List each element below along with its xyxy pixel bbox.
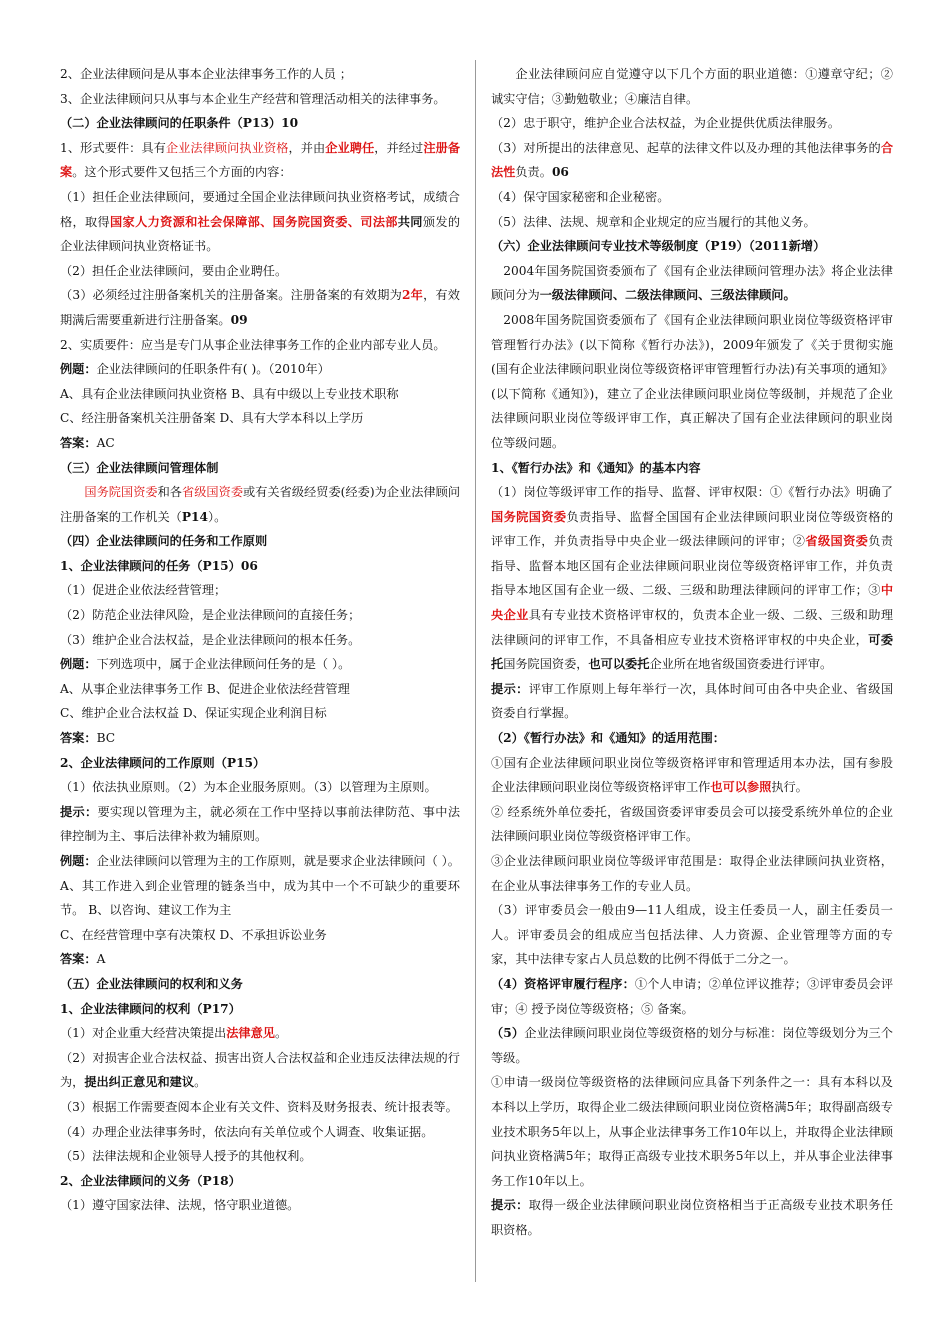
left-paragraph	[60, 874, 460, 923]
text-run: A	[96, 952, 106, 967]
text-run: ，有效期满后需要重新进行注册备案。	[60, 288, 460, 327]
left-paragraph	[60, 1046, 460, 1095]
text-run: 提示：	[491, 681, 529, 696]
text-run: （3）维护企业合法权益，是企业法律顾问的根本任务。	[60, 632, 361, 647]
text-run: 1、《暂行办法》和《通知》的基本内容	[491, 460, 701, 475]
text-run: 2、企业法律顾问是从事本企业法律事务工作的人员 ；	[60, 67, 352, 81]
right-paragraph	[491, 185, 893, 210]
left-paragraph	[60, 406, 460, 431]
left-paragraph	[60, 800, 460, 849]
text-run: （5）	[491, 1026, 525, 1041]
left-paragraph	[60, 775, 460, 800]
text-run: 企业法律顾问以管理为主的工作原则，就是要求企业法律顾问（ ）。	[96, 854, 460, 868]
left-paragraph	[60, 333, 460, 358]
text-run: 负责。	[515, 165, 552, 180]
text-run: 1、企业法律顾问的权利（P17）	[60, 1001, 241, 1016]
text-run: （1）对企业重大经营决策提出	[60, 1026, 227, 1041]
text-run: （3）根据工作需要查阅本企业有关文件、资料及财务报表、统计报表等。	[60, 1099, 458, 1114]
left-column	[60, 62, 460, 1218]
text-run: P14	[181, 509, 208, 524]
text-run: 企业聘任	[325, 140, 375, 155]
text-run: （2）忠于职守，维护企业合法权益，为企业提供优质法律服务。	[491, 116, 841, 131]
text-run: （2）防范企业法律风险，是企业法律顾问的直接任务；	[60, 608, 361, 623]
right-paragraph	[491, 726, 893, 751]
text-run: （1）岗位等级评审工作的指导、监督、评审权限：①《暂行办法》明确了	[491, 485, 893, 500]
right-paragraph	[491, 1070, 893, 1193]
right-column	[491, 62, 893, 1243]
text-run: （3）评审委员会一般由9—11人组成，设主任委员一人，副主任委员一人。评审委员会的组成应当包括法律、人力资源、企业管理等方面的专家，其中法律专家占人员总数的比例不得低于二分之一。	[491, 903, 893, 967]
text-run: C、维护企业合法权益 D、保证实现企业利润目标	[60, 706, 327, 721]
right-paragraph	[491, 800, 893, 849]
text-run: 执行。	[771, 780, 808, 795]
text-run: 例题：	[60, 657, 97, 672]
left-paragraph	[60, 578, 460, 603]
text-run: 中央企业	[491, 583, 893, 623]
text-run: 。这个形式要件又包括三个方面的内容：	[72, 165, 292, 180]
text-run: 省级国资委	[182, 485, 244, 500]
text-run: 1、形式要件：具有	[60, 140, 166, 155]
left-paragraph	[60, 1120, 460, 1145]
left-paragraph	[60, 1095, 460, 1120]
left-paragraph	[60, 111, 460, 136]
text-run: 企业法律顾问执业资格	[165, 140, 289, 155]
right-paragraph	[491, 111, 893, 136]
text-run: （2）《暂行办法》和《通知》的适用范围：	[491, 731, 725, 746]
text-run: 2、实质要件：应当是专门从事企业法律事务工作的企业内部专业人员。	[60, 337, 446, 352]
text-run: C、在经营管理中享有决策权 D、不承担诉讼业务	[60, 927, 327, 942]
left-paragraph	[60, 259, 460, 284]
left-paragraph	[60, 136, 460, 185]
text-run: 共同	[397, 214, 423, 229]
left-paragraph	[60, 972, 460, 997]
text-run: （六）企业法律顾问专业技术等级制度（P19）（2011新增）	[491, 239, 826, 254]
left-paragraph	[60, 1193, 460, 1218]
right-paragraph	[491, 259, 893, 308]
text-run: 企业法律顾问职业岗位等级资格的划分与标准：岗位等级划分为三个等级。	[491, 1026, 893, 1065]
left-paragraph	[60, 1021, 460, 1046]
text-run: 颁发的企业法律顾问执业资格证书。	[60, 214, 461, 254]
text-run: 提出纠正意见和建议	[84, 1075, 195, 1090]
text-run: 下列选项中，属于企业法律顾问任务的是（ ）。	[96, 657, 351, 672]
text-run: 例题：	[60, 854, 97, 868]
text-run: 或有关省级经贸委(经委)为企业法律顾问注册备案的工作机关（	[60, 485, 461, 524]
right-paragraph	[491, 972, 893, 1021]
left-paragraph	[60, 751, 460, 776]
right-paragraph	[491, 136, 893, 185]
left-paragraph	[60, 456, 460, 481]
left-paragraph	[60, 628, 460, 653]
left-paragraph	[60, 283, 460, 332]
text-run: 一级法律顾问、二级法律顾问、三级法律顾问。	[539, 288, 796, 303]
text-run: ③企业法律顾问职业岗位等级评审范围是：取得企业法律顾问执业资格，在企业从事法律事务工作的专业人员。	[491, 854, 893, 893]
text-run: 2、企业法律顾问的义务（P18）	[60, 1173, 241, 1188]
text-run: （4）保守国家秘密和企业秘密。	[491, 189, 670, 204]
text-run: 2年	[402, 288, 424, 303]
text-run: （1）促进企业依法经营管理；	[60, 583, 227, 598]
text-run: 企业法律顾问应自觉遵守以下几个方面的职业道德：①遵章守纪；②诚实守信；③勤勉敬业；④廉洁自律。	[491, 67, 893, 106]
text-run: 例题：	[60, 362, 97, 377]
left-paragraph	[60, 382, 460, 407]
text-run: （4）资格评审履行程序：	[491, 976, 635, 991]
left-paragraph	[60, 849, 460, 874]
right-paragraph	[491, 234, 893, 259]
text-run: ①申请一级岗位等级资格的法律顾问应具备下列条件之一：具有本科以及本科以上学历，取得企业二级法律顾问职业岗位资格满5年；取得副高级专业技术职务5年以上，从事企业法律事务工作10年以上，并取得企业法律顾问执业资格满5年；取得正高级专业技术职务5年以上，并从事企业法律事务工作10年以上。	[491, 1075, 893, 1188]
left-paragraph	[60, 554, 460, 579]
text-run: （4）办理企业法律事务时，依法向有关单位或个人调查、收集证据。	[60, 1124, 434, 1139]
text-run: 和各	[157, 485, 183, 500]
text-run: ①个人申请；②单位评议推荐；③评审委员会评审；④ 授予岗位等级资格；⑤ 备案。	[491, 976, 894, 1016]
text-run: 1、企业法律顾问的任务（P15）06	[60, 558, 258, 573]
text-run: 2、企业法律顾问的工作原则（P15）	[60, 755, 266, 770]
text-run: 国务院国资委，	[503, 657, 589, 672]
text-run: 省级国资委	[805, 534, 869, 549]
text-run: （5）法律法规和企业领导人授予的其他权利。	[60, 1149, 312, 1164]
text-run: 。	[274, 1026, 288, 1041]
text-run: ①国有企业法律顾问职业岗位等级资格评审和管理适用本办法，国有参股企业法律顾问职业岗位等级资格评审工作	[491, 755, 893, 795]
right-paragraph	[491, 898, 893, 972]
right-paragraph	[491, 849, 893, 898]
text-run: ）。	[208, 509, 227, 524]
text-run: 提示：	[60, 804, 98, 819]
text-run: 取得一级企业法律顾问职业岗位资格相当于正高级专业技术职务任职资格。	[491, 1198, 894, 1237]
left-paragraph	[60, 603, 460, 628]
left-paragraph	[60, 529, 460, 554]
left-paragraph	[60, 947, 460, 972]
right-paragraph	[491, 456, 893, 481]
right-paragraph	[491, 62, 893, 111]
text-run: A、从事企业法律事务工作 B、促进企业依法经营管理	[60, 681, 350, 696]
text-run: A、其工作进入到企业管理的链条当中，成为其中一个不可缺少的重要环节。 B、以咨询、建议工作为主	[60, 878, 460, 918]
text-run: （五）企业法律顾问的权利和义务	[60, 976, 243, 991]
text-run: 企业法律顾问的任职条件有( )。（2010年）	[96, 362, 330, 377]
text-run: 09	[230, 312, 248, 327]
text-run: BC	[96, 731, 116, 746]
left-paragraph	[60, 1144, 460, 1169]
right-paragraph	[491, 210, 893, 235]
text-run: （四）企业法律顾问的任务和工作原则	[60, 534, 268, 549]
right-paragraph	[491, 1193, 893, 1242]
left-paragraph	[60, 87, 460, 112]
left-paragraph	[60, 701, 460, 726]
text-run: （二）企业法律顾问的任职条件（P13）10	[60, 116, 299, 131]
text-run: 法律意见	[226, 1026, 275, 1041]
text-run: （1）遵守国家法律、法规，恪守职业道德。	[60, 1198, 300, 1213]
text-run: 国务院国资委	[491, 509, 567, 524]
text-run: AC	[96, 435, 115, 450]
text-run: （3）对所提出的法律意见、起草的法律文件以及办理的其他法律事务的	[491, 140, 881, 155]
text-run: A、具有企业法律顾问执业资格 B、具有中级以上专业技术职称	[60, 386, 399, 401]
text-run: 答案：	[60, 435, 97, 450]
left-paragraph	[60, 1169, 460, 1194]
text-run: 可委托	[491, 632, 894, 672]
right-paragraph	[491, 1021, 893, 1070]
left-paragraph	[60, 431, 460, 456]
text-run: （2）对损害企业合法权益、损害出资人合法权益和企业违反法律法规的行为，	[60, 1050, 460, 1090]
left-paragraph	[60, 357, 460, 382]
right-paragraph	[491, 308, 893, 456]
text-run: 企业所在地省级国资委进行评审。	[649, 657, 833, 672]
text-run: 2008年国务院国资委颁布了《国有企业法律顾问职业岗位等级资格评审管理暂行办法》(以下简称《暂行办法》)，2009年颁发了《关于贯彻实施(国有企业法律顾问职业岗位等级资格评审管理暂行办法)有关事项的通知》(以下简称《通知》)，建立了企业法律顾问职业岗位等级制，并规范了企业法律顾问职业岗位等级评审工作，真正解决了国有企业法律顾问的职业岗位等级问题。	[491, 312, 893, 450]
text-run: 合法性	[491, 140, 893, 180]
text-run: （1）担任企业法律顾问，要通过全国企业法律顾问执业资格考试，成绩合格，取得	[60, 189, 460, 229]
text-run: （2）担任企业法律顾问，要由企业聘任。	[60, 263, 288, 278]
text-run: （5）法律、法规、规章和企业规定的应当履行的其他义务。	[491, 214, 816, 229]
text-run: 06	[551, 165, 569, 180]
left-paragraph	[60, 62, 460, 87]
text-run: （3）必须经过注册备案机关的注册备案。注册备案的有效期为	[60, 288, 403, 303]
column-divider	[475, 60, 476, 1282]
left-paragraph	[60, 677, 460, 702]
text-run: C、经注册备案机关注册备案 D、具有大学本科以上学历	[60, 411, 364, 426]
right-paragraph	[491, 751, 893, 800]
left-paragraph	[60, 726, 460, 751]
text-run: 负责指导、监督本地区国有企业法律顾问职业岗位等级资格评审工作，并负责指导本地区国有企业一级、二级、三级和助理法律顾问的评审工作；③	[491, 534, 894, 598]
text-run: 答案：	[60, 731, 97, 746]
text-run: （1）依法执业原则。（2）为本企业服务原则。（3）以管理为主原则。	[60, 780, 437, 795]
text-run: ，并由	[288, 140, 326, 155]
left-paragraph	[60, 997, 460, 1022]
text-run: 答案：	[60, 952, 97, 967]
text-run: 负责指导、监督全国国有企业法律顾问职业岗位等级资格的评审工作，并负责指导中央企业一级法律顾问的评审；②	[491, 509, 894, 549]
text-run: 评审工作原则上每年举行一次，具体时间可由各中央企业、省级国资委自行掌握。	[491, 681, 894, 721]
text-run: 2004年国务院国资委颁布了《国有企业法律顾问管理办法》将企业法律顾问分为	[491, 263, 893, 303]
text-run: 国务院国资委	[84, 485, 158, 500]
text-run: 也可以参照	[710, 780, 772, 795]
left-paragraph	[60, 185, 460, 259]
right-paragraph	[491, 677, 893, 726]
text-run: 具有专业技术资格评审权的，负责本企业一级、二级、三级和助理法律顾问的评审工作，不具备相应专业技术资格评审权的中央企业，	[491, 608, 894, 647]
text-run: 。	[194, 1075, 207, 1090]
text-run: 3、企业法律顾问只从事与本企业生产经营和管理活动相关的法律事务。	[60, 91, 446, 106]
text-run: 提示：	[491, 1198, 529, 1213]
text-run: 国家人力资源和社会保障部、国务院国资委、司法部	[110, 214, 398, 229]
text-run: 也可以委托	[588, 657, 650, 672]
text-run: 注册备案	[60, 140, 461, 180]
right-paragraph	[491, 480, 893, 677]
text-run: ，并经过	[374, 140, 424, 155]
text-run: （三）企业法律顾问管理体制	[60, 460, 219, 475]
left-paragraph	[60, 923, 460, 948]
text-run: 要实现以管理为主，就必须在工作中坚持以事前法律防范、事中法律控制为主、事后法律补救为辅原则。	[60, 804, 461, 844]
left-paragraph	[60, 652, 460, 677]
left-paragraph	[60, 480, 460, 529]
text-run: ② 经系统外单位委托，省级国资委评审委员会可以接受系统外单位的企业法律顾问职业岗位等级资格评审工作。	[491, 804, 893, 844]
